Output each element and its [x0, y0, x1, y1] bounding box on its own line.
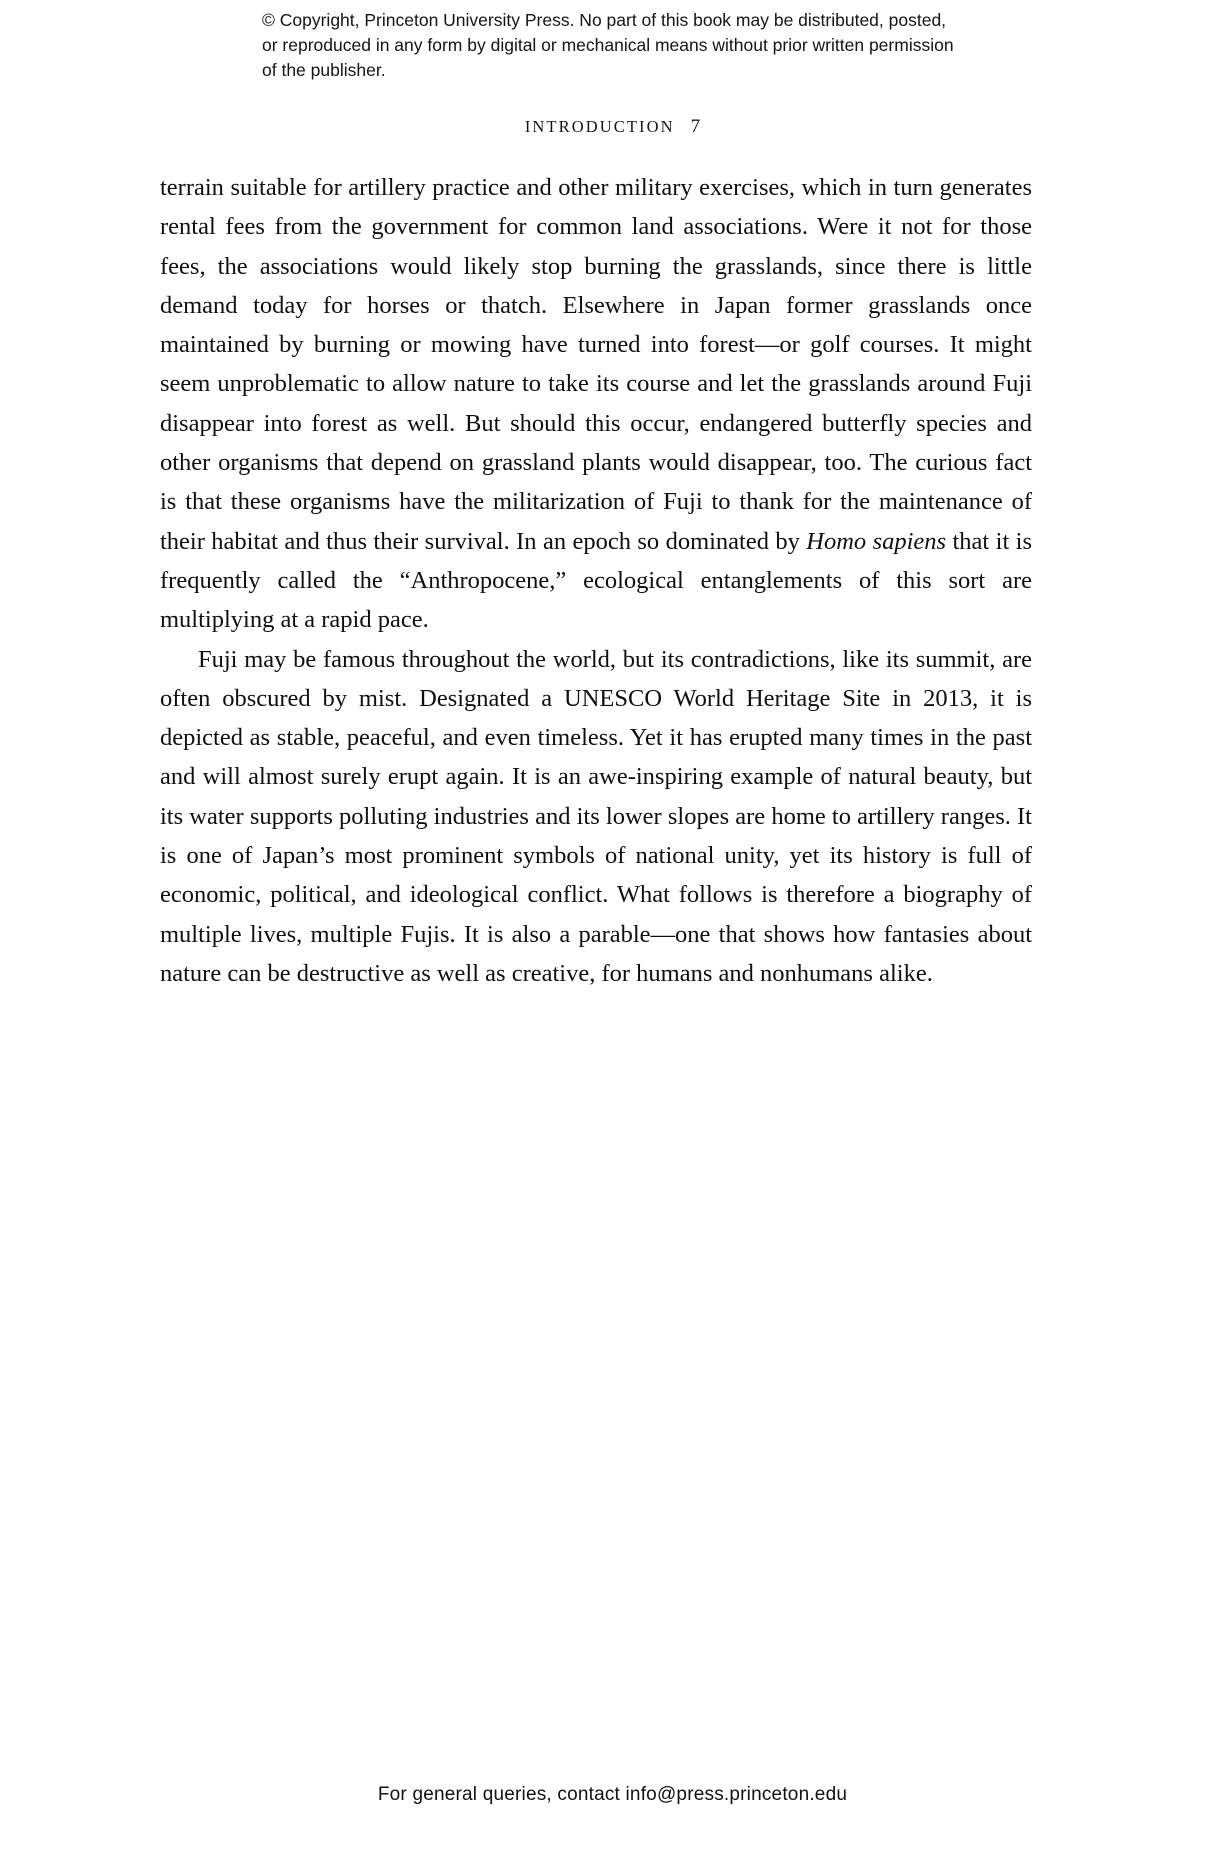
paragraph-1-segment-3: that it is frequently called the “Anthropocene,” ecological entanglements of this sort are multiplying at a rapid pace.	[160, 527, 1032, 634]
paragraph-1-segment-2-italic: Homo sapiens	[806, 527, 947, 555]
paragraph-2-segment-1: Fuji may be famous throughout the world, but its contradictions, like its summit, are often obscured by mist. Designated a UNESCO World Heritage Site in 2013, it is depicted as stable, peaceful, and even timeless. Yet it has erupted many times in the past and will almost surely erupt again. It is an awe-inspiring example of natural beauty, but its water supports polluting industries and its lower slopes are home to artillery ranges. It is one of Japan’s most prominent symbols of national unity, yet its history is full of economic, political, and ideological conflict. What follows is therefore a biography of multiple lives, multiple Fujis. It is also a parable—one that shows how fantasies about nature can be destructive as well as creative, for humans and nonhumans alike.	[160, 645, 1032, 987]
paragraph-1-segment-1: terrain suitable for artillery practice and other military exercises, which in turn generates rental fees from the government for common land associations. Were it not for those fees, the associations would likely stop burning the grasslands, since there is little demand today for horses or thatch. Elsewhere in Japan former grasslands once maintained by burning or mowing have turned into forest—or golf courses. It might seem unproblematic to allow nature to take its course and let the grasslands around Fuji disappear into forest as well. But should this occur, endangered butterfly species and other organisms that depend on grassland plants would disappear, too. The curious fact is that these organisms have the militarization of Fuji to thank for the maintenance of their habitat and thus their survival. In an epoch so dominated by	[160, 174, 1032, 555]
paragraph-1	[160, 168, 1032, 640]
running-head-section: INTRODUCTION	[524, 117, 675, 136]
running-head	[0, 116, 1225, 138]
body-text	[160, 168, 1032, 993]
copyright-notice: © Copyright, Princeton University Press. No part of this book may be distributed, posted, or reproduced in any form by digital or mechanical means without prior written permission of the publisher.	[262, 10, 954, 80]
footer-query-note: For general queries, contact info@press.princeton.edu	[377, 1784, 848, 1805]
page-number: 7	[690, 116, 701, 137]
paragraph-2	[160, 640, 1032, 994]
